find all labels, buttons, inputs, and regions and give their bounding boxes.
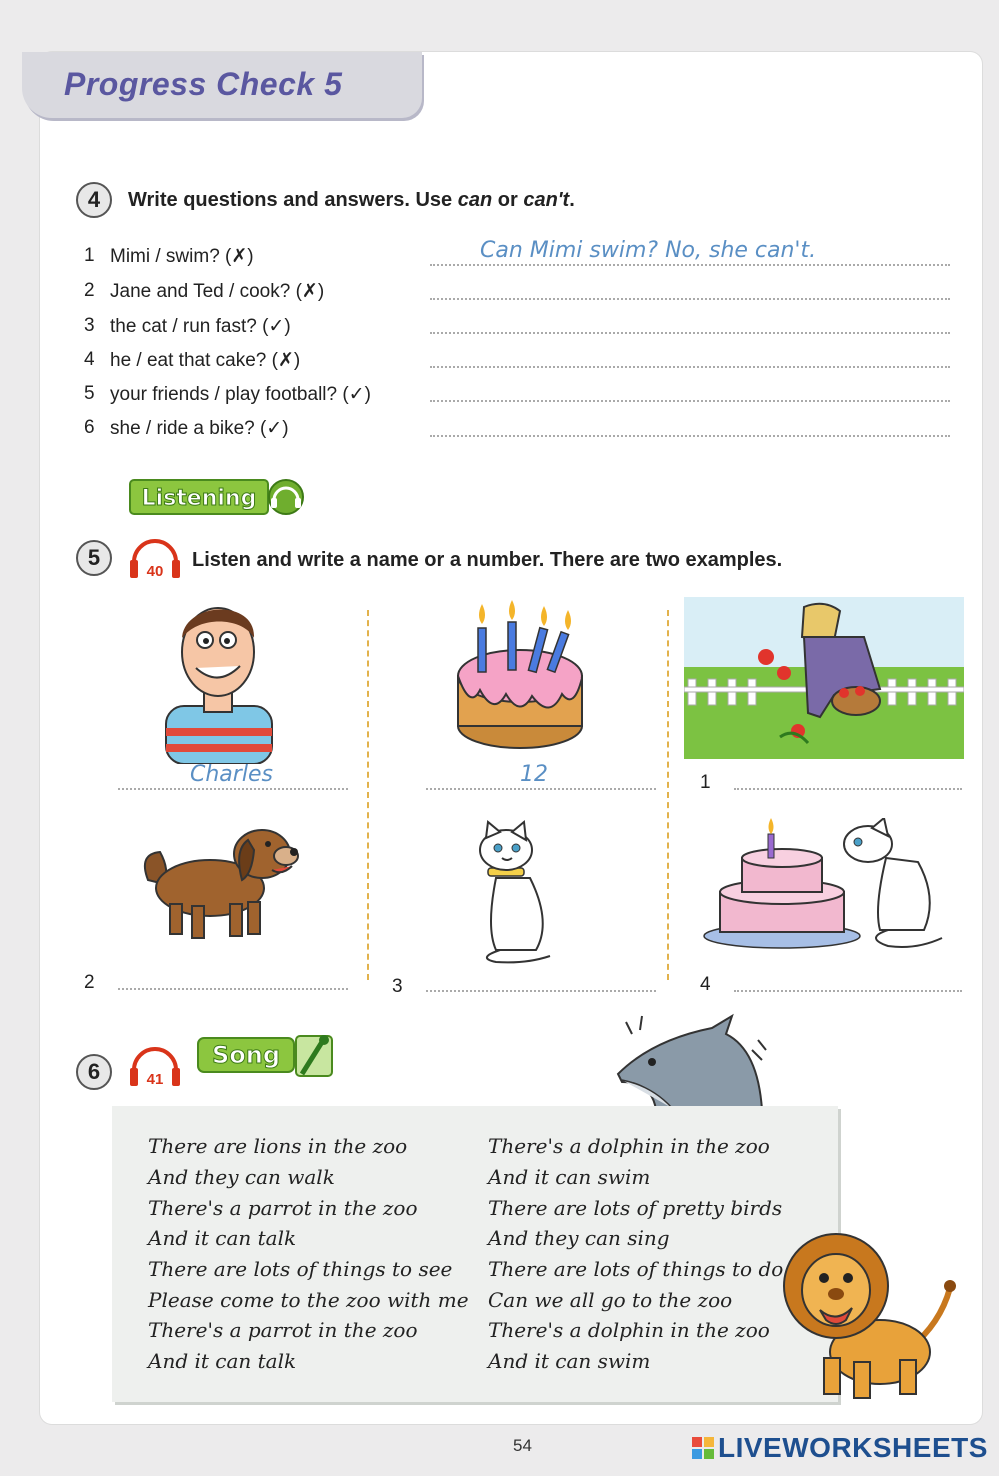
lyric-line: There's a dolphin in the zoo bbox=[488, 1318, 770, 1342]
page-number: 54 bbox=[513, 1436, 532, 1455]
svg-text:Song: Song bbox=[211, 1041, 281, 1069]
answer-line-example-1 bbox=[118, 788, 348, 790]
logo-grid-icon bbox=[692, 1437, 714, 1459]
column-divider bbox=[367, 610, 369, 980]
headphone-icon bbox=[128, 532, 182, 580]
lyric-line: And they can sing bbox=[488, 1226, 670, 1250]
lyric-line: Please come to the zoo with me bbox=[148, 1288, 469, 1312]
song-badge bbox=[196, 1030, 340, 1084]
listening-badge bbox=[128, 474, 306, 520]
lyric-line: There are lots of things to do bbox=[488, 1257, 784, 1281]
boy-picture bbox=[160, 596, 278, 764]
example-answer-number: 12 bbox=[520, 762, 548, 787]
dolphin-picture bbox=[612, 1010, 772, 1114]
answer-line-2[interactable] bbox=[430, 298, 950, 300]
lyric-line: There's a dolphin in the zoo bbox=[488, 1134, 770, 1158]
example-answer-name: Charles bbox=[190, 762, 273, 787]
lyric-line: And it can swim bbox=[488, 1165, 651, 1189]
answer-line-item-3[interactable] bbox=[426, 990, 656, 992]
birthday-cake-picture bbox=[450, 598, 590, 754]
exercise-5-number: 5 bbox=[76, 540, 112, 576]
cake-and-cat-picture bbox=[702, 818, 946, 950]
question-row-2: 2 Jane and Ted / cook? (✗) bbox=[84, 280, 325, 302]
answer-line-example-2 bbox=[426, 788, 656, 790]
lyric-line: And it can swim bbox=[488, 1349, 651, 1373]
svg-text:Listening: Listening bbox=[141, 486, 257, 511]
svg-text:41: 41 bbox=[146, 1071, 164, 1088]
cat-picture bbox=[466, 818, 564, 964]
liveworksheets-logo: LIVEWORKSHEETS bbox=[692, 1432, 988, 1464]
question-row-3: 3 the cat / run fast? (✓) bbox=[84, 315, 291, 337]
headphone-icon bbox=[128, 1040, 182, 1088]
dog-picture bbox=[130, 820, 300, 942]
exercise-6-number: 6 bbox=[76, 1054, 112, 1090]
question-row-1: 1 Mimi / swim? (✗) bbox=[84, 245, 254, 267]
answer-line-item-4[interactable] bbox=[734, 990, 962, 992]
answer-line-6[interactable] bbox=[430, 435, 950, 437]
item-label-3: 3 bbox=[392, 976, 403, 997]
answer-line-1[interactable] bbox=[430, 264, 950, 266]
lyric-line: There's a parrot in the zoo bbox=[148, 1196, 418, 1220]
answer-line-4[interactable] bbox=[430, 366, 950, 368]
answer-line-item-2[interactable] bbox=[118, 988, 348, 990]
page-title: Progress Check 5 bbox=[64, 66, 343, 102]
item-label-1: 1 bbox=[700, 772, 711, 793]
question-row-5: 5 your friends / play football? (✓) bbox=[84, 383, 371, 405]
lyric-line: There are lots of pretty birds bbox=[488, 1196, 783, 1220]
answer-line-item-1[interactable] bbox=[734, 788, 962, 790]
lion-picture bbox=[780, 1228, 956, 1404]
item-label-4: 4 bbox=[700, 974, 711, 995]
item-label-2: 2 bbox=[84, 972, 95, 993]
lyric-line: There's a parrot in the zoo bbox=[148, 1318, 418, 1342]
answer-line-5[interactable] bbox=[430, 400, 950, 402]
lyric-line: Can we all go to the zoo bbox=[488, 1288, 733, 1312]
exercise-4-number: 4 bbox=[76, 182, 112, 218]
svg-text:40: 40 bbox=[146, 563, 164, 580]
question-row-4: 4 he / eat that cake? (✗) bbox=[84, 349, 301, 371]
lyric-line: There are lions in the zoo bbox=[148, 1134, 408, 1158]
exercise-4-instruction: Write questions and answers. Use can or can't. bbox=[128, 189, 575, 211]
answer-line-3[interactable] bbox=[430, 332, 950, 334]
answer-example-1: Can Mimi swim? No, she can't. bbox=[480, 238, 817, 263]
lyric-line: And they can walk bbox=[148, 1165, 335, 1189]
girl-picking-flowers-picture bbox=[684, 597, 964, 759]
lyric-line: And it can talk bbox=[148, 1349, 297, 1373]
question-row-6: 6 she / ride a bike? (✓) bbox=[84, 417, 289, 439]
column-divider bbox=[667, 610, 669, 980]
exercise-5-instruction: Listen and write a name or a number. There are two examples. bbox=[192, 549, 783, 571]
lyric-line: And it can talk bbox=[148, 1226, 297, 1250]
lyric-line: There are lots of things to see bbox=[148, 1257, 453, 1281]
